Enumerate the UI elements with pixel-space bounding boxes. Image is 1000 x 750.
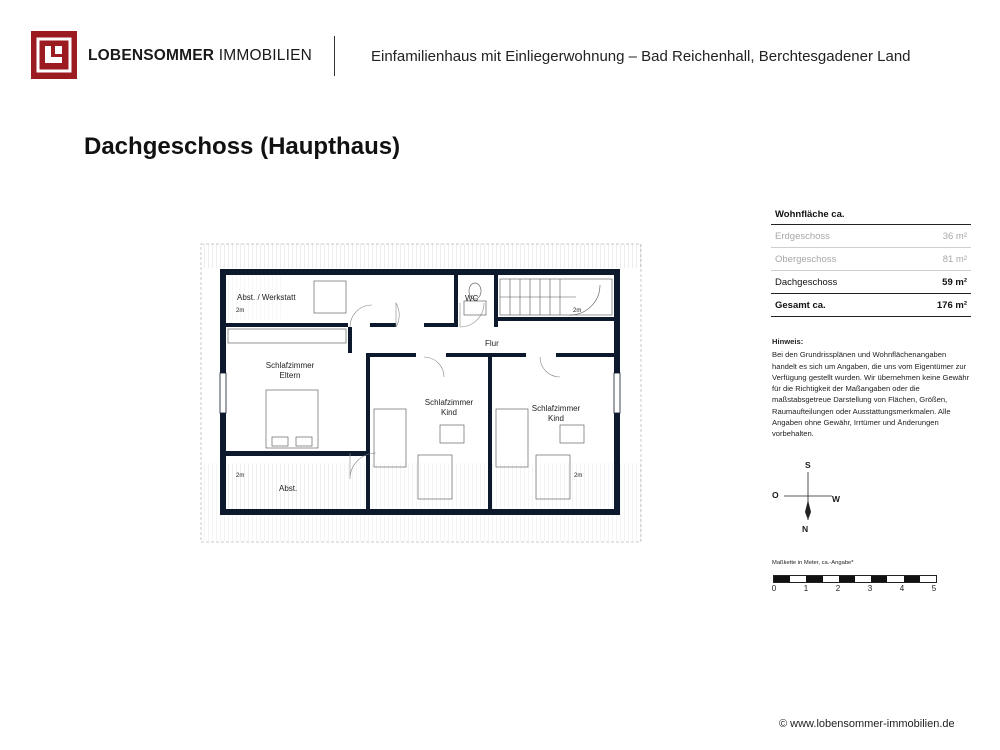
room-label-eltern-2: Eltern [279, 371, 301, 380]
scale-bar-graphic [773, 575, 937, 583]
room-label-kind2-2: Kind [547, 414, 565, 423]
window-west [220, 373, 226, 413]
area-row-erdgeschoss [771, 225, 971, 248]
brand-name [88, 47, 312, 65]
disclaimer-text: Bei den Grundrissplänen und Wohnflächenangaben handelt es sich um Angaben, die uns vom Eigentümer zur Verfügung gestellt wurden. Wir übernehmen keine Gewähr für die Richtigkeit der Maßangaben oder die maßstabsgetreue Darstellung von Flächen, Größen, Raumaufteilungen oder Ausstattungsmerkmalen. Alle Angaben ohne Gewähr, Irrtümer und Änderungen vorbehalten. [772, 350, 970, 439]
area-row-value: 59 m² [942, 276, 967, 288]
compass [768, 456, 848, 536]
area-row-label: Erdgeschoss [775, 230, 830, 242]
room-label-kind1-2: Kind [440, 408, 458, 417]
compass-east: O [772, 490, 779, 500]
brand-bold: LOBENSOMMER [88, 47, 215, 64]
room-label-eltern-1: Schlafzimmer [265, 361, 315, 370]
footer-website[interactable]: © www.lobensommer-immobilien.de [779, 718, 955, 730]
header-divider [334, 36, 335, 76]
height-mark: 2m [236, 308, 245, 314]
area-row-value: 176 m² [936, 299, 967, 311]
area-row-label: Dachgeschoss [775, 276, 838, 288]
disclaimer-note [772, 336, 972, 440]
height-mark: 2m [236, 473, 245, 479]
scale-tick: 3 [867, 584, 873, 593]
area-table-heading [771, 205, 971, 225]
scale-tick: 4 [899, 584, 905, 593]
living-area-table [771, 205, 971, 317]
area-table-heading-text: Wohnfläche ca. [775, 209, 845, 220]
scale-tick: 0 [771, 584, 777, 593]
room-label-kind1-1: Schlafzimmer [424, 398, 474, 407]
area-row-dachgeschoss [771, 271, 971, 294]
room-label-flur: Flur [485, 339, 499, 348]
area-row-value: 36 m² [942, 230, 967, 242]
header-subtitle: Einfamilienhaus mit Einliegerwohnung – Bad Reichenhall, Berchtesgadener Land [371, 48, 911, 65]
door-swings [350, 303, 560, 479]
height-mark: 2m [573, 308, 582, 314]
floor-plan-drawing [200, 243, 642, 545]
logo-mark-icon [31, 31, 77, 79]
scale-bar [771, 560, 942, 593]
room-label-abst: Abst. [279, 484, 298, 493]
area-row-obergeschoss [771, 248, 971, 271]
room-label-kind2-1: Schlafzimmer [531, 404, 581, 413]
roof-hatch-top [201, 244, 641, 268]
scale-tick: 1 [803, 584, 809, 593]
room-label-werkstatt: Abst. / Werkstatt [237, 293, 296, 302]
area-row-label: Obergeschoss [775, 253, 837, 265]
double-bed [266, 390, 318, 448]
company-logo[interactable] [31, 31, 77, 79]
scale-title: Maßkette in Meter, ca.-Angabe* [772, 560, 854, 566]
window-east [614, 373, 620, 413]
area-row-value: 81 m² [942, 253, 967, 265]
brand-light: IMMOBILIEN [218, 47, 313, 64]
room-label-wc: WC [465, 294, 479, 303]
staircase [500, 279, 612, 315]
compass-south: S [805, 460, 811, 470]
scale-tick: 2 [835, 584, 841, 593]
floor-plan [200, 243, 642, 550]
disclaimer-title: Hinweis: [772, 337, 804, 346]
page-title: Dachgeschoss (Haupthaus) [84, 133, 401, 160]
area-row-total [771, 294, 971, 317]
scale-tick: 5 [931, 584, 937, 593]
compass-north: N [802, 524, 809, 534]
height-mark: 2m [574, 473, 583, 479]
area-row-label: Gesamt ca. [775, 299, 826, 311]
compass-west: W [832, 494, 841, 504]
